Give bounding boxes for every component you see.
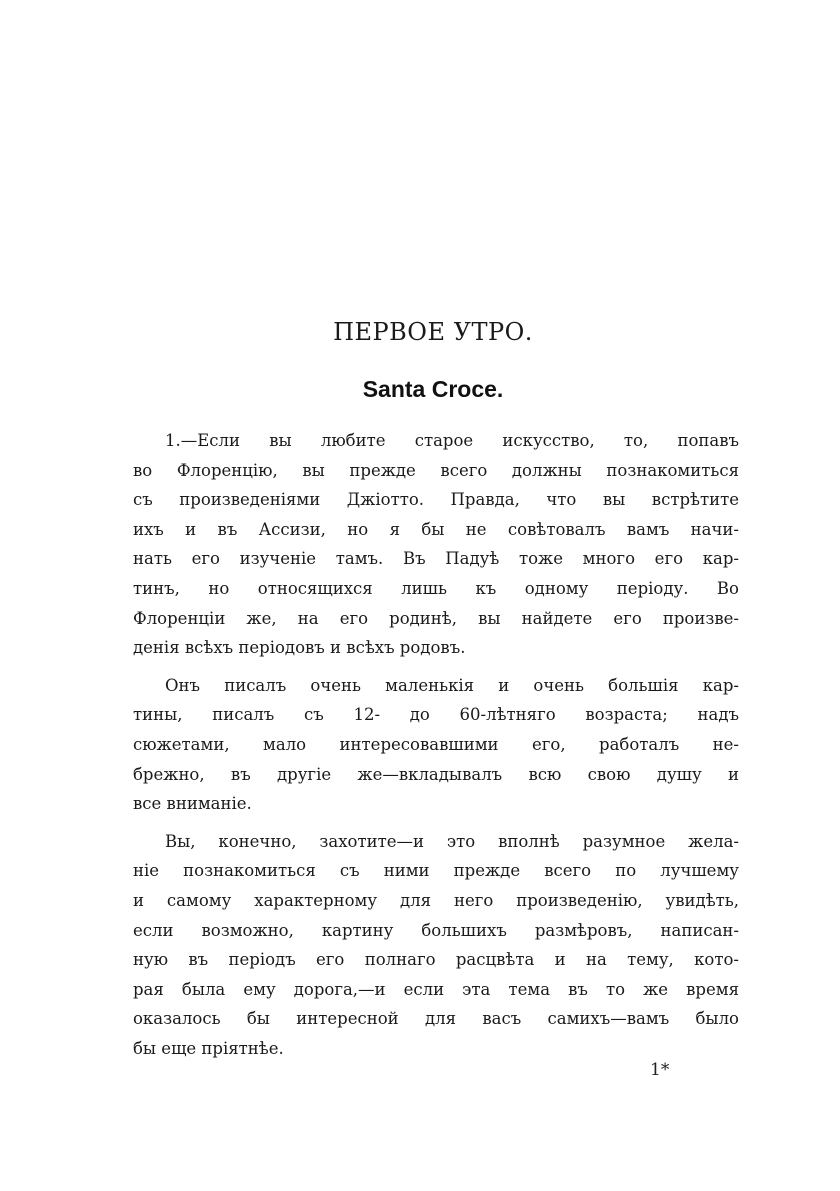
text-line: во Флоренцію, вы прежде всего должны познакомиться bbox=[133, 460, 739, 480]
text-line: съ произведеніями Джiотто. Правда, что вы встрѣтите bbox=[133, 490, 739, 510]
text-line: денія всѣхъ періодовъ и всѣхъ родовъ. bbox=[133, 638, 466, 658]
text-line: брежно, въ другіе же—вкладывалъ всю свою душу и bbox=[133, 764, 739, 784]
text-line: все вниманіе. bbox=[133, 794, 252, 814]
text-line: ніе познакомиться съ ними прежде всего по лучшему bbox=[133, 861, 739, 881]
text-line: и самому характерному для него произведенію, увидѣть, bbox=[133, 890, 739, 910]
body-text bbox=[133, 426, 739, 1071]
text-line: тинъ, но относящихся лишь къ одному періоду. Во bbox=[133, 578, 739, 598]
text-line: Флоренціи же, на его родинѣ, вы найдете его произве- bbox=[133, 608, 739, 628]
text-line: Вы, конечно, захотите—и это вполнѣ разумное жела- bbox=[165, 831, 739, 851]
text-line: рая была ему дорога,—и если эта тема въ то же время bbox=[133, 979, 739, 999]
paragraph-2 bbox=[133, 671, 739, 819]
paragraph-1 bbox=[133, 426, 739, 663]
signature-mark: 1* bbox=[650, 1060, 670, 1080]
chapter-subtitle: Santa Croce. bbox=[362, 376, 504, 402]
text-line: если возможно, картину большихъ размѣровъ, написан- bbox=[133, 920, 739, 940]
text-line: ную въ періодъ его полнаго расцвѣта и на тему, кото- bbox=[133, 950, 739, 970]
text-line: сюжетами, мало интересовавшими его, работалъ не- bbox=[133, 734, 739, 754]
text-line: ихъ и въ Ассизи, но я бы не совѣтовалъ вамъ начи- bbox=[133, 519, 739, 539]
text-line: оказалось бы интересной для васъ самихъ—вамъ было bbox=[133, 1009, 739, 1029]
text-line: бы еще пріятнѣе. bbox=[133, 1038, 284, 1058]
chapter-title: ПЕРВОЕ УТРО. bbox=[333, 318, 533, 346]
paragraph-3 bbox=[133, 827, 739, 1064]
text-line: нать его изученіе тамъ. Въ Падуѣ тоже много его кар- bbox=[133, 549, 739, 569]
text-line: 1.—Если вы любите старое искусство, то, попавъ bbox=[165, 431, 739, 450]
text-line: Онъ писалъ очень маленькія и очень большія кар- bbox=[165, 675, 739, 695]
text-line: тины, писалъ съ 12- до 60-лѣтняго возраста; надъ bbox=[133, 705, 739, 725]
